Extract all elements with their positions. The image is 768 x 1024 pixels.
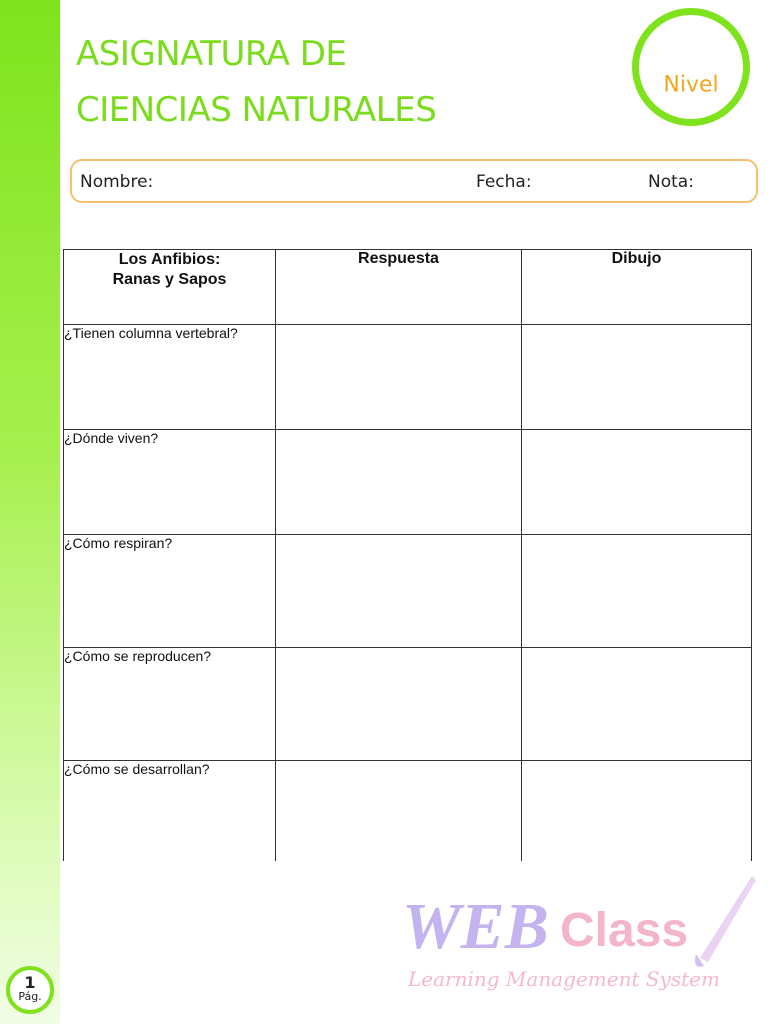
drawing-header: Dibujo: [522, 250, 752, 325]
question-cell: ¿Dónde viven?: [64, 430, 276, 535]
drawing-cell: [522, 535, 752, 648]
answer-cell: [276, 535, 522, 648]
question-cell: ¿Tienen columna vertebral?: [64, 325, 276, 430]
table-row: [64, 648, 752, 761]
table-header-row: [64, 250, 752, 325]
side-accent-bar: [0, 0, 60, 1024]
topic-header: [64, 250, 276, 325]
drawing-cell: [522, 761, 752, 862]
table-row: [64, 325, 752, 430]
title-line-1: ASIGNATURA DE: [76, 34, 347, 74]
table-row: [64, 430, 752, 535]
page-number: 1: [24, 973, 36, 992]
table-row: [64, 535, 752, 648]
page-title: [76, 26, 436, 138]
question-cell: ¿Cómo se desarrollan?: [64, 761, 276, 862]
answer-header: Respuesta: [276, 250, 522, 325]
table-row: [64, 761, 752, 862]
topic-header-line-2: Ranas y Sapos: [112, 271, 227, 288]
logo-web: WEB: [402, 890, 549, 963]
title-line-2: CIENCIAS NATURALES: [76, 90, 437, 130]
answer-cell: [276, 761, 522, 862]
grade-label: Nota:: [648, 172, 694, 192]
drawing-cell: [522, 325, 752, 430]
logo-tagline: Learning Management System: [408, 967, 720, 991]
question-cell: ¿Cómo se reproducen?: [64, 648, 276, 761]
answer-cell: [276, 430, 522, 535]
name-label: Nombre:: [80, 172, 154, 192]
student-info-bar: [70, 159, 758, 203]
logo-class: Class: [560, 904, 689, 957]
page-badge: [6, 966, 54, 1014]
webclass-logo: [400, 862, 762, 1012]
question-cell: ¿Cómo respiran?: [64, 535, 276, 648]
answer-cell: [276, 325, 522, 430]
topic-header-line-1: Los Anfibios:: [118, 251, 221, 268]
level-label: Nivel: [663, 72, 719, 98]
drawing-cell: [522, 648, 752, 761]
brush-icon: [700, 876, 756, 962]
answer-cell: [276, 648, 522, 761]
level-badge: [632, 8, 750, 126]
page-abbr: Pág.: [18, 990, 42, 1003]
date-label: Fecha:: [476, 172, 532, 192]
worksheet-table: [63, 249, 752, 861]
drawing-cell: [522, 430, 752, 535]
